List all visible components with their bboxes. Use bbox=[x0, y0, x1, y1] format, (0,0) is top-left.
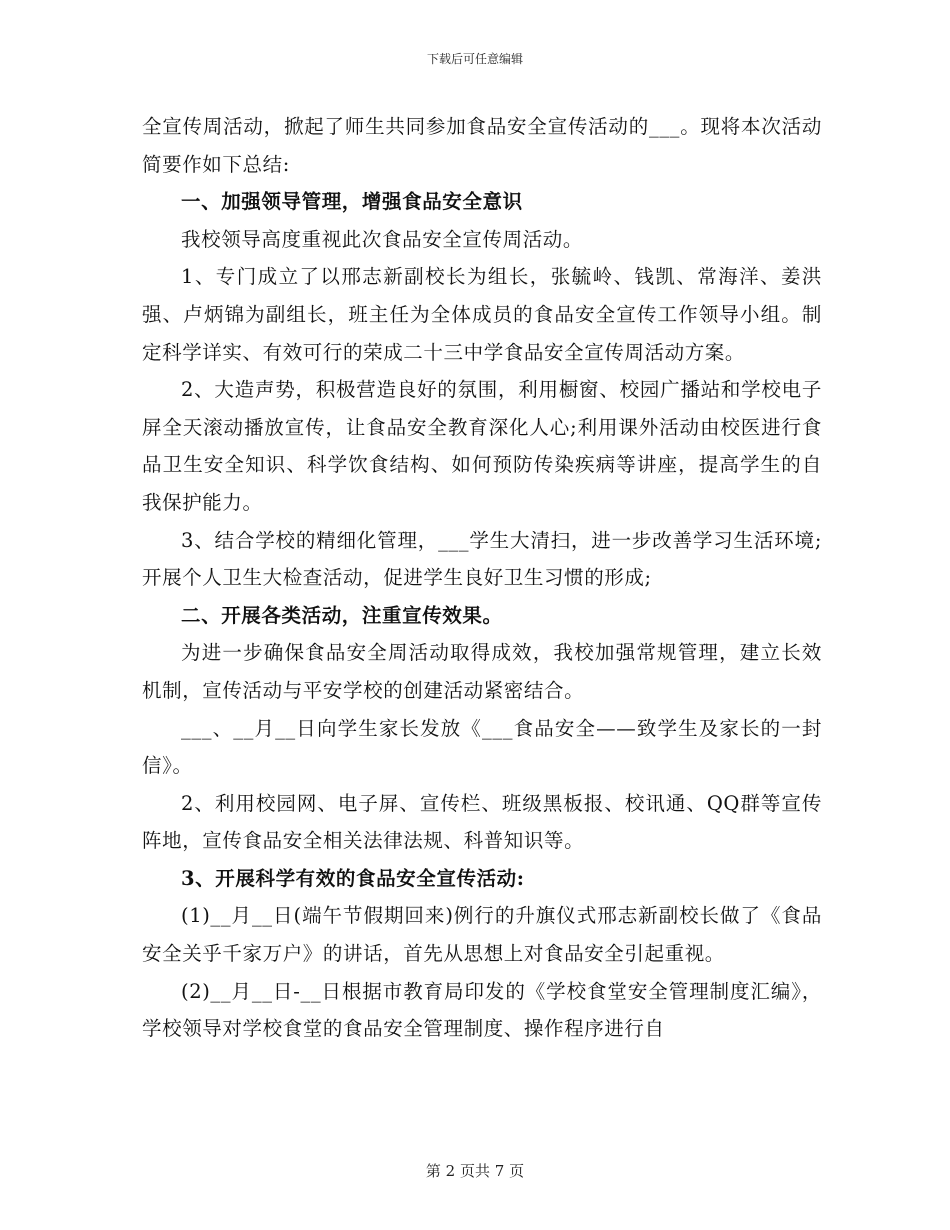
document-body bbox=[142, 108, 822, 1048]
paragraph: 为进一步确保食品安全周活动取得成效，我校加强常规管理，建立长效机制，宣传活动与平安学校的创建活动紧密结合。 bbox=[142, 641, 822, 702]
paragraph: (1)__月__日(端午节假期回来)例行的升旗仪式邢志新副校长做了《食品安全关乎千家万户》的讲话，首先从思想上对食品安全引起重视。 bbox=[142, 904, 822, 966]
page-header: 下载后可任意编辑 bbox=[426, 52, 523, 66]
paragraph-intro: 全宣传周活动，掀起了师生共同参加食品安全宣传活动的___。现将本次活动简要作如下总结: bbox=[142, 115, 822, 176]
paragraph: 3、结合学校的精细化管理，___学生大清扫，进一步改善学习生活环境;开展个人卫生大检查活动，促进学生良好卫生习惯的形成; bbox=[142, 528, 822, 590]
paragraph: 我校领导高度重视此次食品安全宣传周活动。 bbox=[181, 227, 584, 251]
paragraph: 2、大造声势，积极营造良好的氛围，利用橱窗、校园广播站和学校电子屏全天滚动播放宣传，让食品安全教育深化人心;利用课外活动由校医进行食品卫生安全知识、科学饮食结构、如何预防传染疾病等讲座，提高学生的自我保护能力。 bbox=[142, 378, 822, 514]
paragraph: (2)__月__日-__日根据市教育局印发的《学校食堂安全管理制度汇编》，学校领导对学校食堂的食品安全管理制度、操作程序进行自 bbox=[142, 979, 822, 1041]
paragraph: 1、专门成立了以邢志新副校长为组长，张毓岭、钱凯、常海洋、姜洪强、卢炳锦为副组长，班主任为全体成员的食品安全宣传工作领导小组。制定科学详实、有效可行的荣成二十三中学食品安全宣传周活动方案。 bbox=[142, 265, 822, 364]
section-heading-3: 3、开展科学有效的食品安全宣传活动: bbox=[181, 866, 525, 890]
section-heading-1: 一、加强领导管理，增强食品安全意识 bbox=[181, 190, 523, 214]
paragraph: ___、__月__日向学生家长发放《___食品安全——致学生及家长的一封信》。 bbox=[142, 716, 822, 778]
section-heading-2: 二、开展各类活动，注重宣传效果。 bbox=[181, 603, 503, 627]
page-number-footer: 第 2 页共 7 页 bbox=[425, 1162, 525, 1180]
paragraph: 2、利用校园网、电子屏、宣传栏、班级黑板报、校讯通、QQ群等宣传阵地，宣传食品安全相关法律法规、科普知识等。 bbox=[142, 791, 822, 853]
